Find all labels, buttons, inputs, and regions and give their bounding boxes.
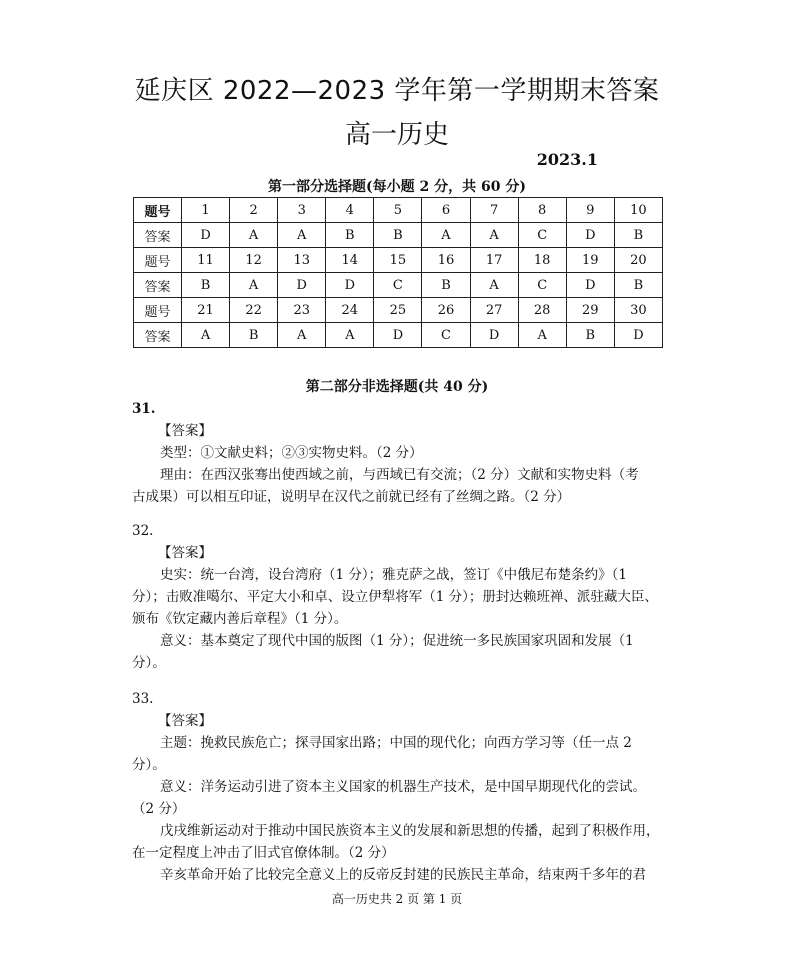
table-cell: D [566, 223, 614, 248]
table-cell: 25 [374, 298, 422, 323]
table-cell: D [181, 223, 229, 248]
table-row [134, 223, 663, 248]
table-cell: 29 [566, 298, 614, 323]
table-cell: 2 [230, 198, 278, 223]
answer-label: 【答案】 [158, 713, 212, 729]
table-cell: 16 [422, 248, 470, 273]
table-cell: A [230, 273, 278, 298]
table-cell: 1 [181, 198, 229, 223]
table-cell: C [374, 273, 422, 298]
table-cell: D [374, 323, 422, 348]
answer-line: 主题：挽救民族危亡；探寻国家出路；中国的现代化；向西方学习等（任一点 2 [160, 735, 632, 751]
table-cell: B [614, 273, 662, 298]
table-cell: B [614, 223, 662, 248]
table-cell: B [422, 273, 470, 298]
answer-line: 古成果）可以相互印证，说明早在汉代之前就已经有了丝绸之路。（2 分） [132, 489, 571, 505]
table-cell: 7 [470, 198, 518, 223]
table-cell: A [470, 273, 518, 298]
table-cell: A [470, 223, 518, 248]
answer-table [133, 197, 663, 348]
table-cell: 10 [614, 198, 662, 223]
table-cell: 22 [230, 298, 278, 323]
exam-date: 2023.1 [536, 150, 598, 169]
table-cell: 12 [230, 248, 278, 273]
table-cell: 28 [518, 298, 566, 323]
table-cell: A [326, 323, 374, 348]
table-cell: 4 [326, 198, 374, 223]
answer-line: 在一定程度上冲击了旧式官僚体制。（2 分） [132, 845, 395, 861]
table-cell: 24 [326, 298, 374, 323]
row-header-cell: 题号 [134, 248, 182, 273]
row-header-cell: 答案 [134, 273, 182, 298]
table-cell: B [230, 323, 278, 348]
table-cell: B [566, 323, 614, 348]
answer-line: 辛亥革命开始了比较完全意义上的反帝反封建的民族民主革命，结束两千多年的君 [160, 867, 646, 883]
table-cell: C [518, 223, 566, 248]
table-cell: 19 [566, 248, 614, 273]
table-row [134, 298, 663, 323]
question-32 [132, 520, 672, 674]
table-row [134, 248, 663, 273]
table-cell: 27 [470, 298, 518, 323]
answer-line: 颁布《钦定藏内善后章程》（1 分）。 [132, 611, 348, 627]
table-cell: 13 [278, 248, 326, 273]
answer-line: 意义：基本奠定了现代中国的版图（1 分）；促进统一多民族国家巩固和发展（1 [160, 633, 634, 649]
answer-line: 分）；击败准噶尔、平定大小和卓、设立伊犁将军（1 分）；册封达赖班禅、派驻藏大臣、 [132, 589, 658, 605]
table-cell: 11 [181, 248, 229, 273]
table-cell: A [278, 323, 326, 348]
table-cell: A [422, 223, 470, 248]
table-cell: C [422, 323, 470, 348]
table-cell: B [374, 223, 422, 248]
question-number: 31. [132, 401, 156, 417]
part1-heading: 第一部分选择题(每小题 2 分，共 60 分) [268, 179, 526, 195]
question-33 [132, 688, 672, 886]
table-cell: B [181, 273, 229, 298]
answer-line: （2 分） [132, 801, 186, 817]
answer-line: 分）。 [132, 655, 166, 671]
table-cell: 15 [374, 248, 422, 273]
table-cell: A [181, 323, 229, 348]
answer-label: 【答案】 [158, 545, 212, 561]
table-cell: 17 [470, 248, 518, 273]
part2-heading: 第二部分非选择题(共 40 分) [305, 379, 489, 395]
table-cell: A [278, 223, 326, 248]
table-cell: A [230, 223, 278, 248]
row-header-cell: 答案 [134, 323, 182, 348]
table-cell: 14 [326, 248, 374, 273]
table-cell: 3 [278, 198, 326, 223]
answer-line: 分）。 [132, 757, 166, 773]
table-cell: D [278, 273, 326, 298]
question-number: 32. [132, 523, 154, 539]
table-cell: 26 [422, 298, 470, 323]
page-footer: 高一历史共 2 页 第 1 页 [331, 892, 463, 906]
table-cell: 5 [374, 198, 422, 223]
answer-line: 戊戌维新运动对于推动中国民族资本主义的发展和新思想的传播，起到了积极作用， [160, 823, 660, 839]
table-cell: A [518, 323, 566, 348]
answer-label: 【答案】 [158, 423, 212, 439]
answer-line: 意义：洋务运动引进了资本主义国家的机器生产技术，是中国早期现代化的尝试。 [160, 779, 646, 795]
page-subtitle: 高一历史 [344, 120, 449, 150]
answer-line: 理由：在西汉张骞出使西域之前，与西域已有交流；（2 分）文献和实物史料（考 [160, 467, 639, 483]
table-row [134, 323, 663, 348]
row-header-cell: 题号 [134, 298, 182, 323]
table-cell: 18 [518, 248, 566, 273]
table-cell: 21 [181, 298, 229, 323]
answer-line: 类型：①文献史料；②③实物史料。（2 分） [160, 445, 423, 461]
table-row [134, 198, 663, 223]
table-cell: 20 [614, 248, 662, 273]
row-header-cell: 题号 [134, 198, 182, 223]
table-cell: C [518, 273, 566, 298]
table-cell: B [326, 223, 374, 248]
question-number: 33. [132, 691, 154, 707]
table-cell: 8 [518, 198, 566, 223]
question-31 [132, 398, 672, 508]
table-cell: D [470, 323, 518, 348]
table-row [134, 273, 663, 298]
table-cell: 9 [566, 198, 614, 223]
row-header-cell: 答案 [134, 223, 182, 248]
table-cell: D [614, 323, 662, 348]
table-cell: 6 [422, 198, 470, 223]
table-cell: D [326, 273, 374, 298]
page-title: 延庆区 2022—2023 学年第一学期期末答案 [134, 76, 660, 106]
table-cell: D [566, 273, 614, 298]
table-cell: 23 [278, 298, 326, 323]
answer-line: 史实：统一台湾，设台湾府（1 分）；雅克萨之战，签订《中俄尼布楚条约》（1 [160, 567, 627, 583]
table-cell: 30 [614, 298, 662, 323]
